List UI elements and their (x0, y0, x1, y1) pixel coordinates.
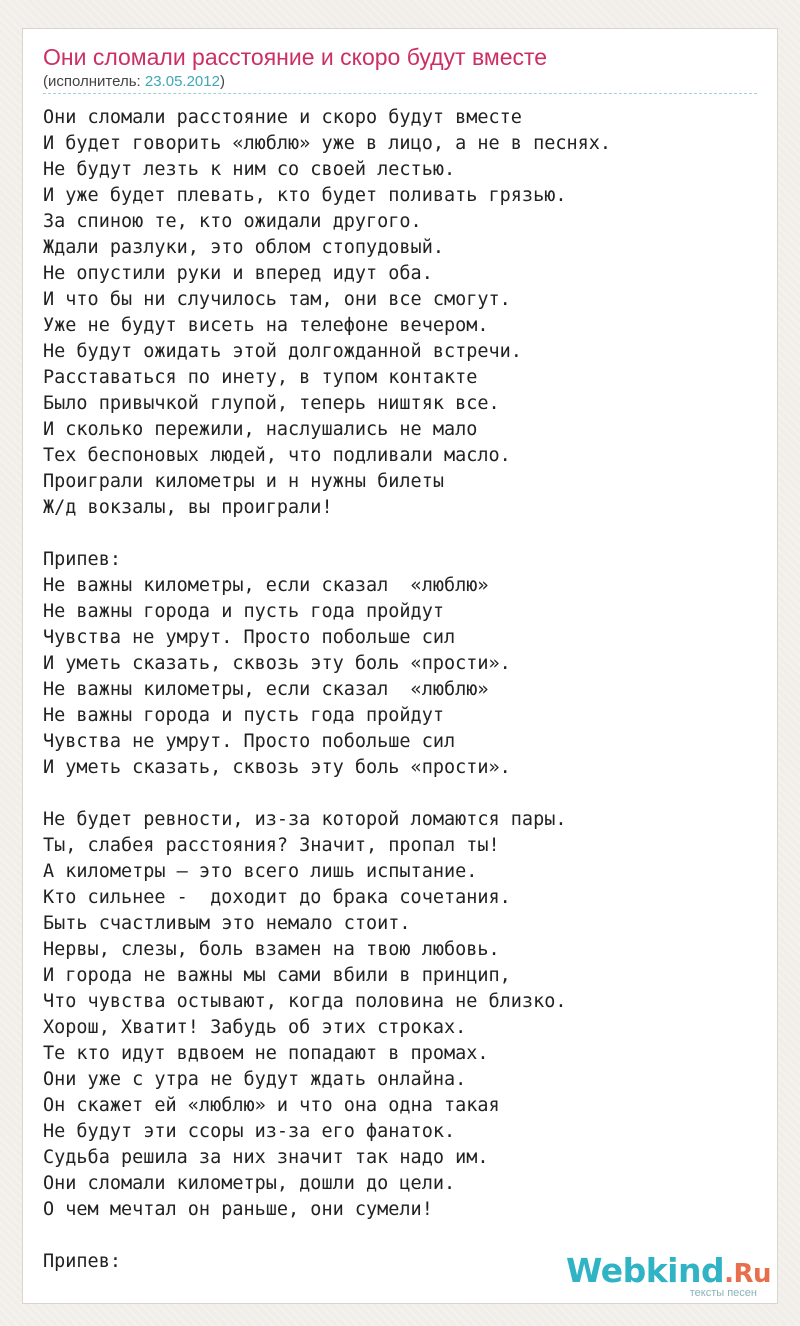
song-title: Они сломали расстояние и скоро будут вместе (43, 44, 548, 70)
lyrics-card (22, 28, 778, 1304)
logo-tagline: тексты песен (689, 1287, 757, 1299)
meta-prefix: (исполнитель: (43, 73, 145, 90)
dashed-divider (43, 93, 757, 94)
logo-tld: .Ru (724, 1259, 771, 1289)
meta-suffix: ) (219, 73, 225, 90)
lyrics-text: Они сломали расстояние и скоро будут вместе И будет говорить «люблю» уже в лицо, а не в песнях. Не будут лезть к ним со своей лестью. И уже будет плевать, кто будет поливать грязью. За спиною те, кто ожидали другого. Ждали разлуки, это облом стопудовый. Не опустили руки и вперед идут оба. И что бы ни случилось там, они все смогут. Уже не будут висеть на телефоне вечером. Не будут ожидать этой долгожданной встречи. Расставаться по инету, в тупом контакте Было привычкой глупой, теперь ништяк все. И сколько пережили, наслушались не мало Тех беспоновых людей, что подливали масло. Проиграли километры и н нужны билеты Ж/д вокзалы, вы проиграли! Припев: Не важны километры, если сказал «люблю» Не важны города и пусть года пройдут Чувства не умрут. Просто побольше сил И уметь сказать, сквозь эту боль «прости». Не важны километры, если сказал «люблю» Не важны города и пусть года пройдут Чувства не умрут. Просто побольше сил И уметь сказать, сквозь эту боль «прости». Не будет ревности, из-за которой ломаются пары. Ты, слабея расстояния? Значит, пропал ты! А километры – это всего лишь испытание. Кто сильнее - доходит до брака сочетания. Быть счастливым это немало стоит. Нервы, слезы, боль взамен на твою любовь. И города не важны мы сами вбили в принцип, Что чувства остывают, когда половина не близко. Хорош, Хватит! Забудь об этих строках. Те кто идут вдвоем не попадают в промах. Они уже с утра не будут ждать онлайна. Он скажет ей «люблю» и что она одна такая Не будут эти ссоры из-за его фанаток. Судьба решила за них значит так надо им. Они сломали километры, дошли до цели. О чем мечтал он раньше, они сумели! Припев: (43, 107, 612, 1272)
logo-wordmark (565, 1251, 771, 1291)
song-meta (43, 73, 225, 91)
webkind-logo[interactable] (565, 1251, 771, 1299)
publish-date-link[interactable]: 23.05.2012 (144, 73, 220, 90)
logo-main-text: Webkind (565, 1251, 725, 1290)
